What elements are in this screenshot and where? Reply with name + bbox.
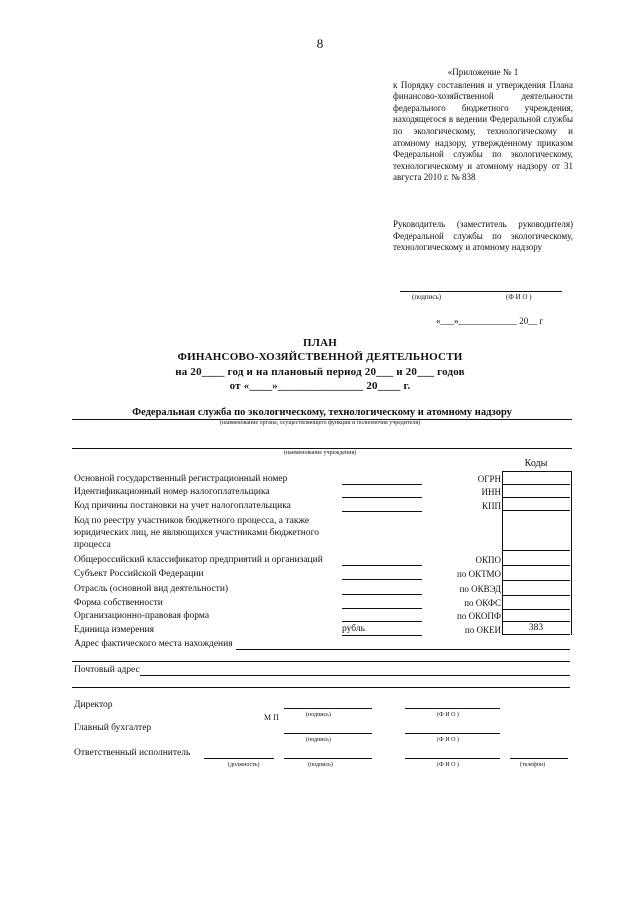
row-kpp-field bbox=[342, 511, 422, 512]
row-kpp-code: КПП bbox=[481, 501, 501, 511]
executor-fio-label: (Ф И О ) bbox=[437, 762, 459, 768]
plan-subtitle: ФИНАНСОВО-ХОЗЯЙСТВЕННОЙ ДЕЯТЕЛЬНОСТИ bbox=[177, 351, 463, 363]
row-okved-code: по ОКВЭД bbox=[459, 584, 501, 594]
appendix-block bbox=[393, 67, 573, 184]
executor-signature-label: (подпись) bbox=[308, 762, 333, 768]
codes-column bbox=[502, 471, 572, 635]
approval-fio-label: (Ф И О ) bbox=[506, 293, 532, 301]
row-okopf-code: по ОКОПФ bbox=[457, 611, 501, 621]
row-okfs-label: Форма собственности bbox=[74, 598, 163, 608]
plan-period: на 20____ год и на плановый период 20___ и 20___ годов bbox=[175, 366, 465, 378]
row-okved-label: Отрасль (основной вид деятельности) bbox=[74, 584, 229, 594]
row-okfs-field bbox=[342, 608, 422, 609]
row-okei-label: Единица измерения bbox=[74, 625, 154, 635]
chief-accountant-label: Главный бухгалтер bbox=[74, 723, 152, 733]
address-postal-label: Почтовый адрес bbox=[74, 665, 140, 675]
executor-label: Ответственный исполнитель bbox=[74, 748, 191, 758]
row-okei-code: по ОКЕИ bbox=[464, 625, 501, 635]
address-actual-label: Адрес фактического места нахождения bbox=[74, 639, 233, 649]
approval-signature-label: (подпись) bbox=[412, 293, 442, 301]
row-okopf-label: Организационно-правовая форма bbox=[74, 611, 210, 621]
director-fio-label: (Ф И О ) bbox=[437, 712, 459, 718]
approval-text: Руководитель (заместитель руководителя) Федеральной службы по экологическому, технологическому и атомному надзору bbox=[393, 219, 573, 253]
approval-date: «___»_____________ 20__ г bbox=[436, 316, 544, 326]
appendix-title: «Приложение № 1 bbox=[447, 67, 519, 77]
row-inn-field bbox=[342, 497, 422, 498]
page-number: 8 bbox=[316, 36, 324, 51]
founder-caption: (наименование органа, осуществляющего функции и полномочия учредителя) bbox=[219, 420, 421, 426]
row-inn-code: ИНН bbox=[481, 487, 501, 497]
plan-title: ПЛАН bbox=[302, 337, 338, 349]
row-okfs-code: по ОКФС bbox=[464, 598, 501, 608]
mp-label: М П bbox=[264, 713, 279, 722]
row-oktmo-field bbox=[342, 579, 422, 580]
row-okpo-label: Общероссийский классификатор предприятий и организаций bbox=[74, 555, 323, 565]
approval-signature-line bbox=[400, 291, 562, 292]
row-ogrn-label: Основной государственный регистрационный номер bbox=[74, 474, 288, 484]
row-oktmo-label: Субъект Российской Федерации bbox=[74, 569, 204, 579]
row-okpo-field bbox=[342, 565, 422, 566]
chief-signature-label: (подпись) bbox=[306, 737, 331, 743]
row-okei-field bbox=[342, 635, 422, 636]
director-label: Директор bbox=[74, 700, 113, 710]
chief-fio-label: (Ф И О ) bbox=[437, 737, 459, 743]
row-kpp-label: Код причины постановки на учет налогоплательщика bbox=[74, 501, 291, 511]
row-inn-label: Идентификационный номер налогоплательщика bbox=[74, 487, 270, 497]
plan-date: от «____»_______________ 20____ г. bbox=[229, 380, 411, 392]
row-oktmo-code: по ОКТМО bbox=[457, 569, 501, 579]
institution-caption: (наименование учреждения) bbox=[283, 450, 357, 456]
row-okei-value: 383 bbox=[528, 623, 544, 633]
institution-line bbox=[72, 448, 572, 449]
row-okpo-code: ОКПО bbox=[475, 555, 501, 565]
appendix-text: к Порядку составления и утверждения Плана финансово-хозяйственной деятельности федерального бюджетного учреждения, находящегося в ведении Федеральной службы по экологическому, технологическому и атомному надзору, утвержденному приказом Федеральной службы по экологическому, технологическому и атомному надзору от 31 августа 2010 г. № 838 bbox=[393, 79, 573, 183]
row-ogrn-field bbox=[342, 484, 422, 485]
executor-phone-label: (телефон) bbox=[520, 762, 546, 768]
executor-position-label: (должность) bbox=[228, 762, 260, 768]
row-okei-unit: рубль bbox=[342, 624, 365, 634]
row-ogrn-code: ОГРН bbox=[477, 474, 501, 484]
row-reestr-label: Код по реестру участников бюджетного процесса, а также юридических лиц, не являющихся участниками бюджетного процесса bbox=[74, 516, 320, 550]
founder-name: Федеральная служба по экологическому, технологическому и атомному надзору bbox=[72, 407, 572, 420]
director-signature-label: (подпись) bbox=[306, 712, 331, 718]
address-postal-line bbox=[140, 675, 570, 676]
row-okopf-field bbox=[342, 621, 422, 622]
address-actual-line bbox=[236, 649, 570, 650]
codes-header: Коды bbox=[524, 458, 548, 469]
row-okved-field bbox=[342, 594, 422, 595]
